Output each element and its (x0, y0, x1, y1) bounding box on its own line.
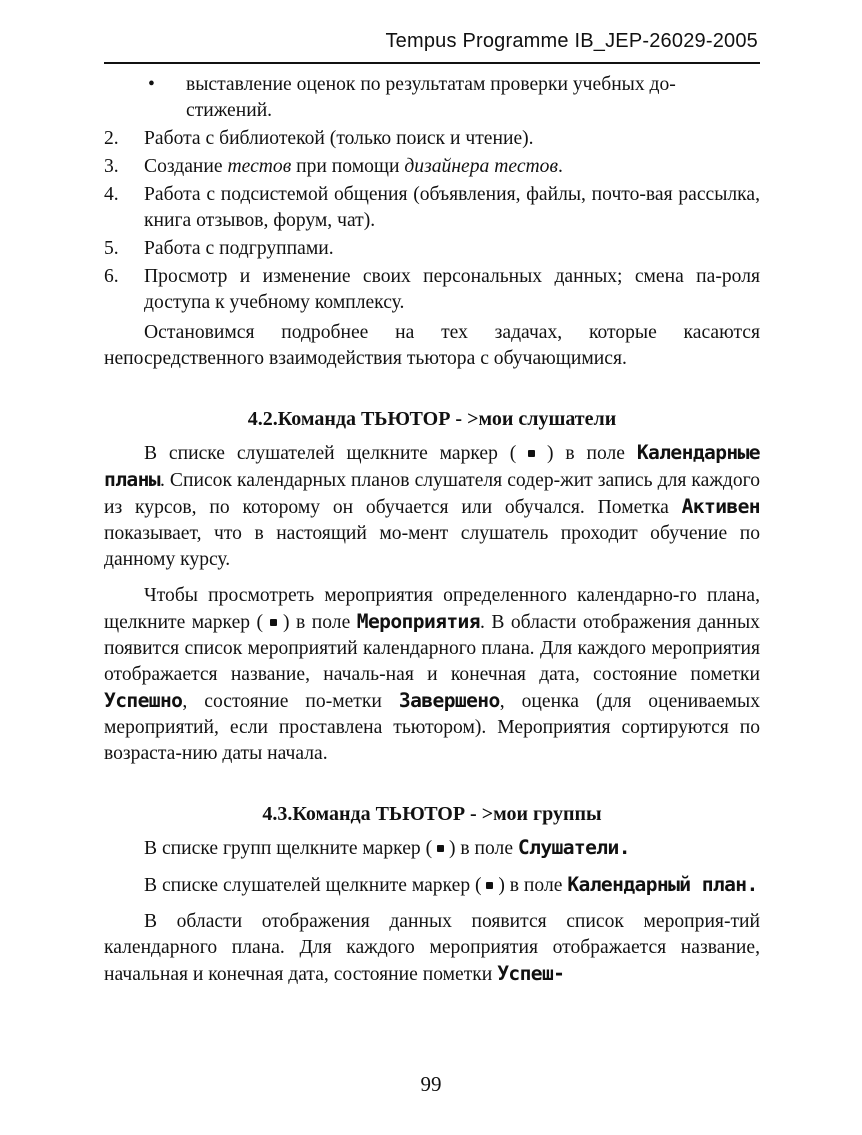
flag-name: Успеш- (497, 962, 565, 985)
intro-paragraph: Остановимся подробнее на тех задачах, которые касаются непосредственного взаимодействия тьютора с обучающимися. (104, 322, 760, 369)
paragraph: В списке групп щелкните маркер ( ) в поле Слушатели. (144, 836, 630, 859)
list-item-text: Работа с библиотекой (только поиск и чтение). (144, 128, 534, 149)
list-number: 3. (104, 156, 119, 177)
list-item (104, 126, 760, 152)
list-number: 4. (104, 184, 119, 205)
list-item: 3. Создание тестов при помощи дизайнера тестов. (104, 154, 760, 180)
task-list (104, 126, 760, 316)
bullet-marker: • (148, 74, 155, 95)
marker-icon (437, 845, 444, 852)
list-number: 5. (104, 238, 119, 259)
emphasis-term: дизайнера тестов (404, 156, 558, 177)
section-heading-4-2: 4.2.Команда ТЬЮТОР - >мои слушатели (247, 408, 617, 430)
header-rule (104, 62, 760, 64)
field-name: Календарный план. (567, 873, 758, 896)
field-name: Слушатели. (517, 836, 630, 859)
list-item (104, 264, 760, 316)
list-item (104, 182, 760, 234)
list-number: 2. (104, 128, 119, 149)
flag-name: Активен (681, 495, 760, 518)
list-item (104, 236, 760, 262)
section-heading-4-3: 4.3.Команда ТЬЮТОР - >мои группы (262, 803, 602, 825)
marker-icon (528, 450, 535, 457)
paragraph: В области отображения данных появится список мероприя-тий календарного плана. Для каждого мероприятия отображается название, начальная и конечная дата, состояние пометки Успеш- (104, 911, 760, 985)
running-header: Tempus Programme IB_JEP-26029-2005 (385, 30, 758, 52)
list-number: 6. (104, 266, 119, 287)
page-number: 99 (420, 1072, 442, 1096)
marker-icon (486, 882, 493, 889)
flag-name: Завершено (398, 689, 500, 712)
paragraph: Чтобы просмотреть мероприятия определенного календарно-го плана, щелкните маркер ( ) в поле Мероприятия. В области отображения данных появится список мероприятий календарного плана. Для каждого мероприятия отображается название, началь-ная и конечная дата, состояние пометки Успешно, состояние по-метки Завершено, оценка (для оцениваемых мероприятий, если проставлена тьютором). Мероприятия сортируются по возраста-нию даты начала. (104, 585, 760, 764)
marker-icon (270, 619, 277, 626)
list-item-text: Работа с подсистемой общения (объявления, файлы, почто-вая рассылка, книга отзывов, форум, чат). (144, 184, 760, 231)
bullet-text: выставление оценок по результатам проверки учебных до- стижений. (186, 74, 676, 121)
list-item-text: Просмотр и изменение своих персональных данных; смена па-роля доступа к учебному комплексу. (144, 266, 760, 313)
list-item-text: Работа с подгруппами. (144, 238, 334, 259)
field-name: Календарные планы (104, 441, 761, 491)
bullet-item (104, 72, 760, 124)
paragraph: В списке слушателей щелкните маркер ( ) в поле Календарный план. (144, 873, 758, 896)
page-body (104, 72, 760, 988)
field-name: Мероприятия (356, 610, 480, 633)
emphasis-term: тестов (227, 156, 292, 177)
flag-name: Успешно (104, 689, 183, 712)
paragraph: В списке слушателей щелкните маркер ( ) в поле Календарные планы. Список календарных планов слушателя содер-жит запись для каждого из курсов, по которому он обучается или обучался. Пометка Активен показывает, что в настоящий мо-мент слушатель проходит обучение по данному курсу. (104, 441, 761, 570)
